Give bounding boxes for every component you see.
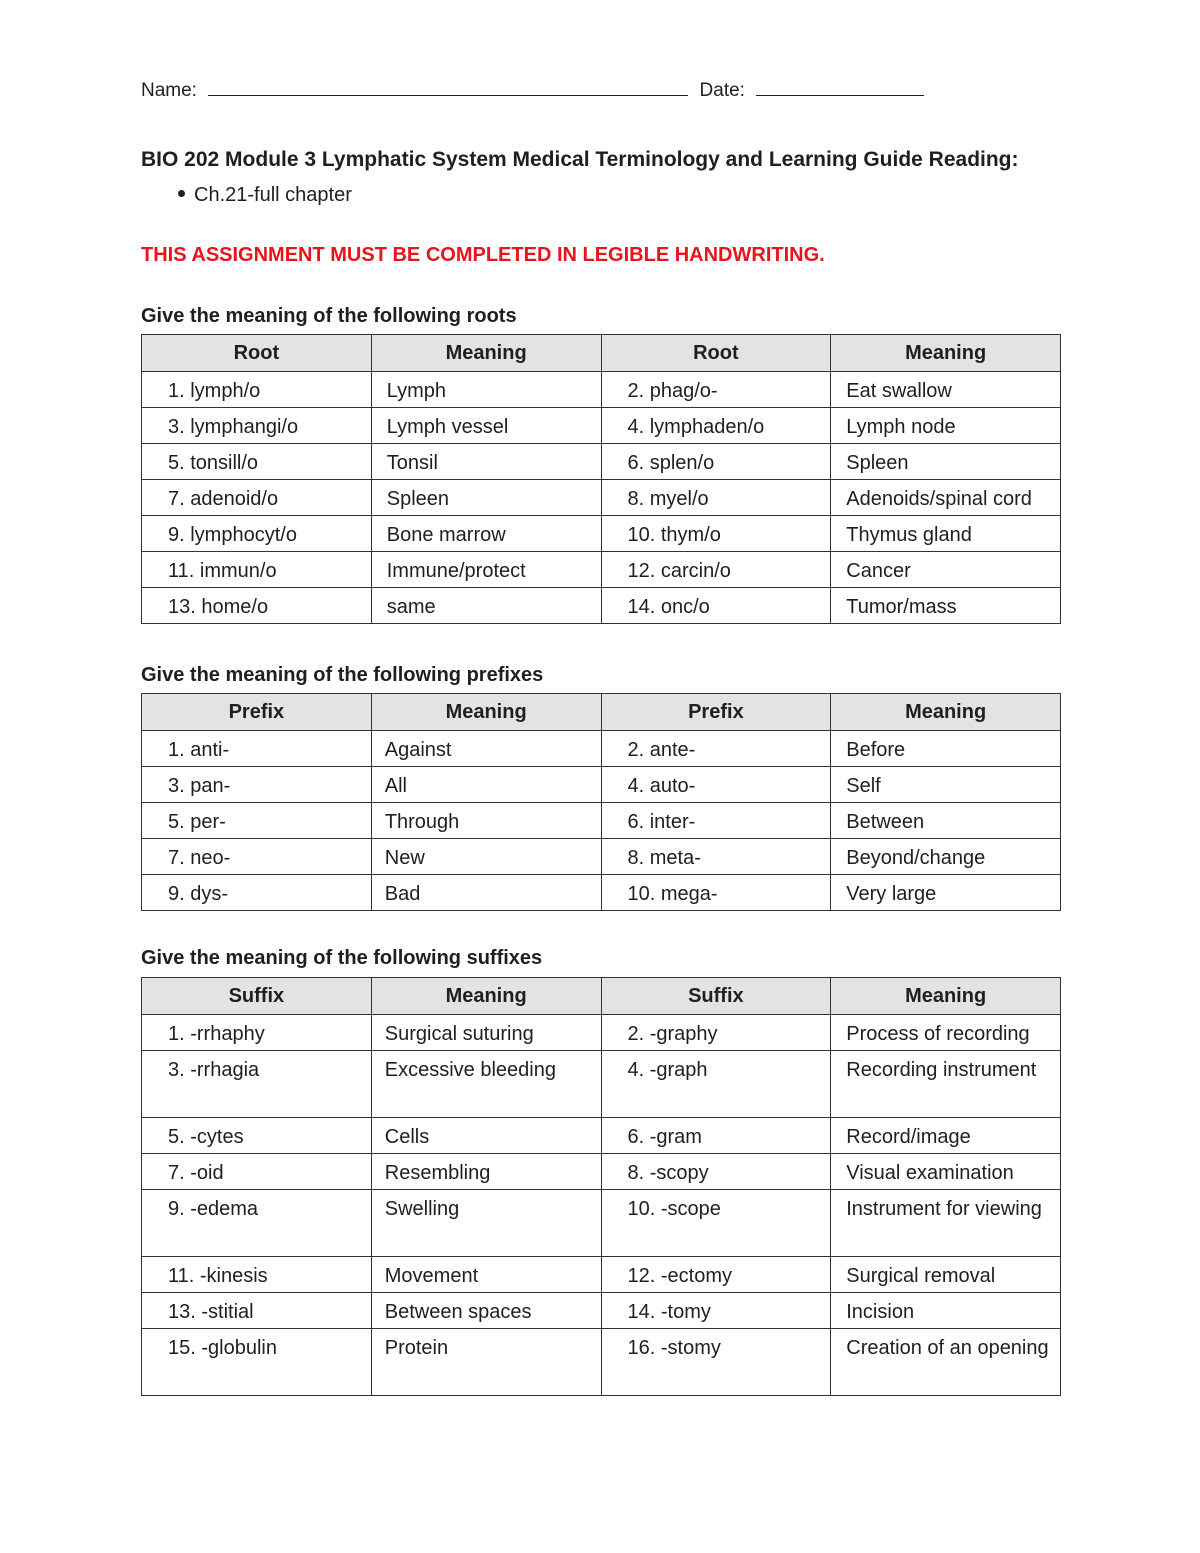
term-cell: 6. inter- <box>601 803 831 839</box>
date-blank <box>756 78 924 96</box>
term-cell: 7. neo- <box>142 839 372 875</box>
meaning-cell: Surgical suturing <box>371 1015 601 1051</box>
term-cell: 1. lymph/o <box>142 372 372 408</box>
column-header: Meaning <box>831 694 1061 731</box>
table-row <box>142 480 1061 516</box>
term-cell: 4. auto- <box>601 767 831 803</box>
meaning-cell: Cells <box>371 1118 601 1154</box>
bullet-icon <box>178 190 185 197</box>
meaning-cell: Against <box>371 731 601 767</box>
meaning-cell: Adenoids/spinal cord <box>831 480 1061 516</box>
table-header-row <box>142 978 1061 1015</box>
table-row <box>142 1293 1061 1329</box>
table-header-row <box>142 694 1061 731</box>
meaning-cell: Lymph node <box>831 408 1061 444</box>
term-cell: 5. per- <box>142 803 372 839</box>
table-row <box>142 875 1061 911</box>
meaning-cell: All <box>371 767 601 803</box>
term-cell: 12. carcin/o <box>601 552 831 588</box>
meaning-cell: Through <box>371 803 601 839</box>
prefixes-table <box>141 693 1061 911</box>
column-header: Suffix <box>142 978 372 1015</box>
meaning-cell: Tumor/mass <box>831 588 1061 624</box>
term-cell: 3. lymphangi/o <box>142 408 372 444</box>
term-cell: 11. -kinesis <box>142 1257 372 1293</box>
term-cell: 7. adenoid/o <box>142 480 372 516</box>
term-cell: 4. lymphaden/o <box>601 408 831 444</box>
table-row <box>142 588 1061 624</box>
table-row <box>142 408 1061 444</box>
term-cell: 2. ante- <box>601 731 831 767</box>
term-cell: 8. myel/o <box>601 480 831 516</box>
column-header: Meaning <box>371 335 601 372</box>
meaning-cell: Very large <box>831 875 1061 911</box>
column-header: Meaning <box>371 694 601 731</box>
meaning-cell: same <box>371 588 601 624</box>
table-row <box>142 1329 1061 1396</box>
meaning-cell: Bone marrow <box>371 516 601 552</box>
name-label: Name: <box>141 80 197 101</box>
suffixes-heading: Give the meaning of the following suffixes <box>141 947 543 969</box>
roots-heading: Give the meaning of the following roots <box>141 305 517 327</box>
term-cell: 10. thym/o <box>601 516 831 552</box>
reading-item <box>178 184 352 207</box>
term-cell: 9. dys- <box>142 875 372 911</box>
term-cell: 5. -cytes <box>142 1118 372 1154</box>
term-cell: 10. mega- <box>601 875 831 911</box>
term-cell: 3. pan- <box>142 767 372 803</box>
column-header: Meaning <box>831 335 1061 372</box>
meaning-cell: Resembling <box>371 1154 601 1190</box>
term-cell: 14. -tomy <box>601 1293 831 1329</box>
suffixes-table <box>141 977 1061 1396</box>
table-row <box>142 1118 1061 1154</box>
column-header: Root <box>601 335 831 372</box>
table-row <box>142 1257 1061 1293</box>
meaning-cell: Process of recording <box>831 1015 1061 1051</box>
term-cell: 12. -ectomy <box>601 1257 831 1293</box>
meaning-cell: Self <box>831 767 1061 803</box>
meaning-cell: Protein <box>371 1329 601 1396</box>
column-header: Prefix <box>142 694 372 731</box>
name-date-line <box>141 78 924 102</box>
table-row <box>142 839 1061 875</box>
page-title: BIO 202 Module 3 Lymphatic System Medical Terminology and Learning Guide Reading: <box>141 148 1019 171</box>
meaning-cell: Beyond/change <box>831 839 1061 875</box>
table-row <box>142 1051 1061 1118</box>
table-row <box>142 516 1061 552</box>
term-cell: 1. -rrhaphy <box>142 1015 372 1051</box>
term-cell: 9. -edema <box>142 1190 372 1257</box>
term-cell: 4. -graph <box>601 1051 831 1118</box>
column-header: Root <box>142 335 372 372</box>
term-cell: 11. immun/o <box>142 552 372 588</box>
meaning-cell: Incision <box>831 1293 1061 1329</box>
meaning-cell: Visual examination <box>831 1154 1061 1190</box>
meaning-cell: Spleen <box>371 480 601 516</box>
meaning-cell: Creation of an opening <box>831 1329 1061 1396</box>
meaning-cell: Tonsil <box>371 444 601 480</box>
table-row <box>142 1015 1061 1051</box>
table-row <box>142 444 1061 480</box>
table-row <box>142 372 1061 408</box>
term-cell: 8. -scopy <box>601 1154 831 1190</box>
term-cell: 13. -stitial <box>142 1293 372 1329</box>
table-row <box>142 767 1061 803</box>
meaning-cell: Lymph vessel <box>371 408 601 444</box>
meaning-cell: Recording instrument <box>831 1051 1061 1118</box>
term-cell: 2. phag/o- <box>601 372 831 408</box>
roots-table <box>141 334 1061 624</box>
term-cell: 1. anti- <box>142 731 372 767</box>
term-cell: 15. -globulin <box>142 1329 372 1396</box>
term-cell: 5. tonsill/o <box>142 444 372 480</box>
table-row <box>142 1154 1061 1190</box>
table-row <box>142 1190 1061 1257</box>
meaning-cell: Movement <box>371 1257 601 1293</box>
column-header: Meaning <box>371 978 601 1015</box>
term-cell: 6. splen/o <box>601 444 831 480</box>
meaning-cell: Swelling <box>371 1190 601 1257</box>
handwriting-warning: THIS ASSIGNMENT MUST BE COMPLETED IN LEGIBLE HANDWRITING. <box>141 244 825 266</box>
meaning-cell: Thymus gland <box>831 516 1061 552</box>
term-cell: 16. -stomy <box>601 1329 831 1396</box>
meaning-cell: Immune/protect <box>371 552 601 588</box>
column-header: Suffix <box>601 978 831 1015</box>
term-cell: 13. home/o <box>142 588 372 624</box>
reading-item-text: Ch.21-full chapter <box>194 184 352 206</box>
meaning-cell: Record/image <box>831 1118 1061 1154</box>
term-cell: 14. onc/o <box>601 588 831 624</box>
column-header: Prefix <box>601 694 831 731</box>
meaning-cell: Between spaces <box>371 1293 601 1329</box>
meaning-cell: Cancer <box>831 552 1061 588</box>
table-row <box>142 803 1061 839</box>
term-cell: 2. -graphy <box>601 1015 831 1051</box>
table-header-row <box>142 335 1061 372</box>
term-cell: 10. -scope <box>601 1190 831 1257</box>
name-blank <box>208 78 688 96</box>
meaning-cell: Bad <box>371 875 601 911</box>
term-cell: 3. -rrhagia <box>142 1051 372 1118</box>
term-cell: 9. lymphocyt/o <box>142 516 372 552</box>
term-cell: 7. -oid <box>142 1154 372 1190</box>
meaning-cell: Eat swallow <box>831 372 1061 408</box>
table-row <box>142 552 1061 588</box>
meaning-cell: Excessive bleeding <box>371 1051 601 1118</box>
prefixes-heading: Give the meaning of the following prefixes <box>141 664 544 686</box>
meaning-cell: Before <box>831 731 1061 767</box>
date-label: Date: <box>699 80 745 101</box>
meaning-cell: Lymph <box>371 372 601 408</box>
term-cell: 8. meta- <box>601 839 831 875</box>
meaning-cell: Between <box>831 803 1061 839</box>
term-cell: 6. -gram <box>601 1118 831 1154</box>
column-header: Meaning <box>831 978 1061 1015</box>
meaning-cell: Spleen <box>831 444 1061 480</box>
meaning-cell: New <box>371 839 601 875</box>
table-row <box>142 731 1061 767</box>
meaning-cell: Instrument for viewing <box>831 1190 1061 1257</box>
meaning-cell: Surgical removal <box>831 1257 1061 1293</box>
